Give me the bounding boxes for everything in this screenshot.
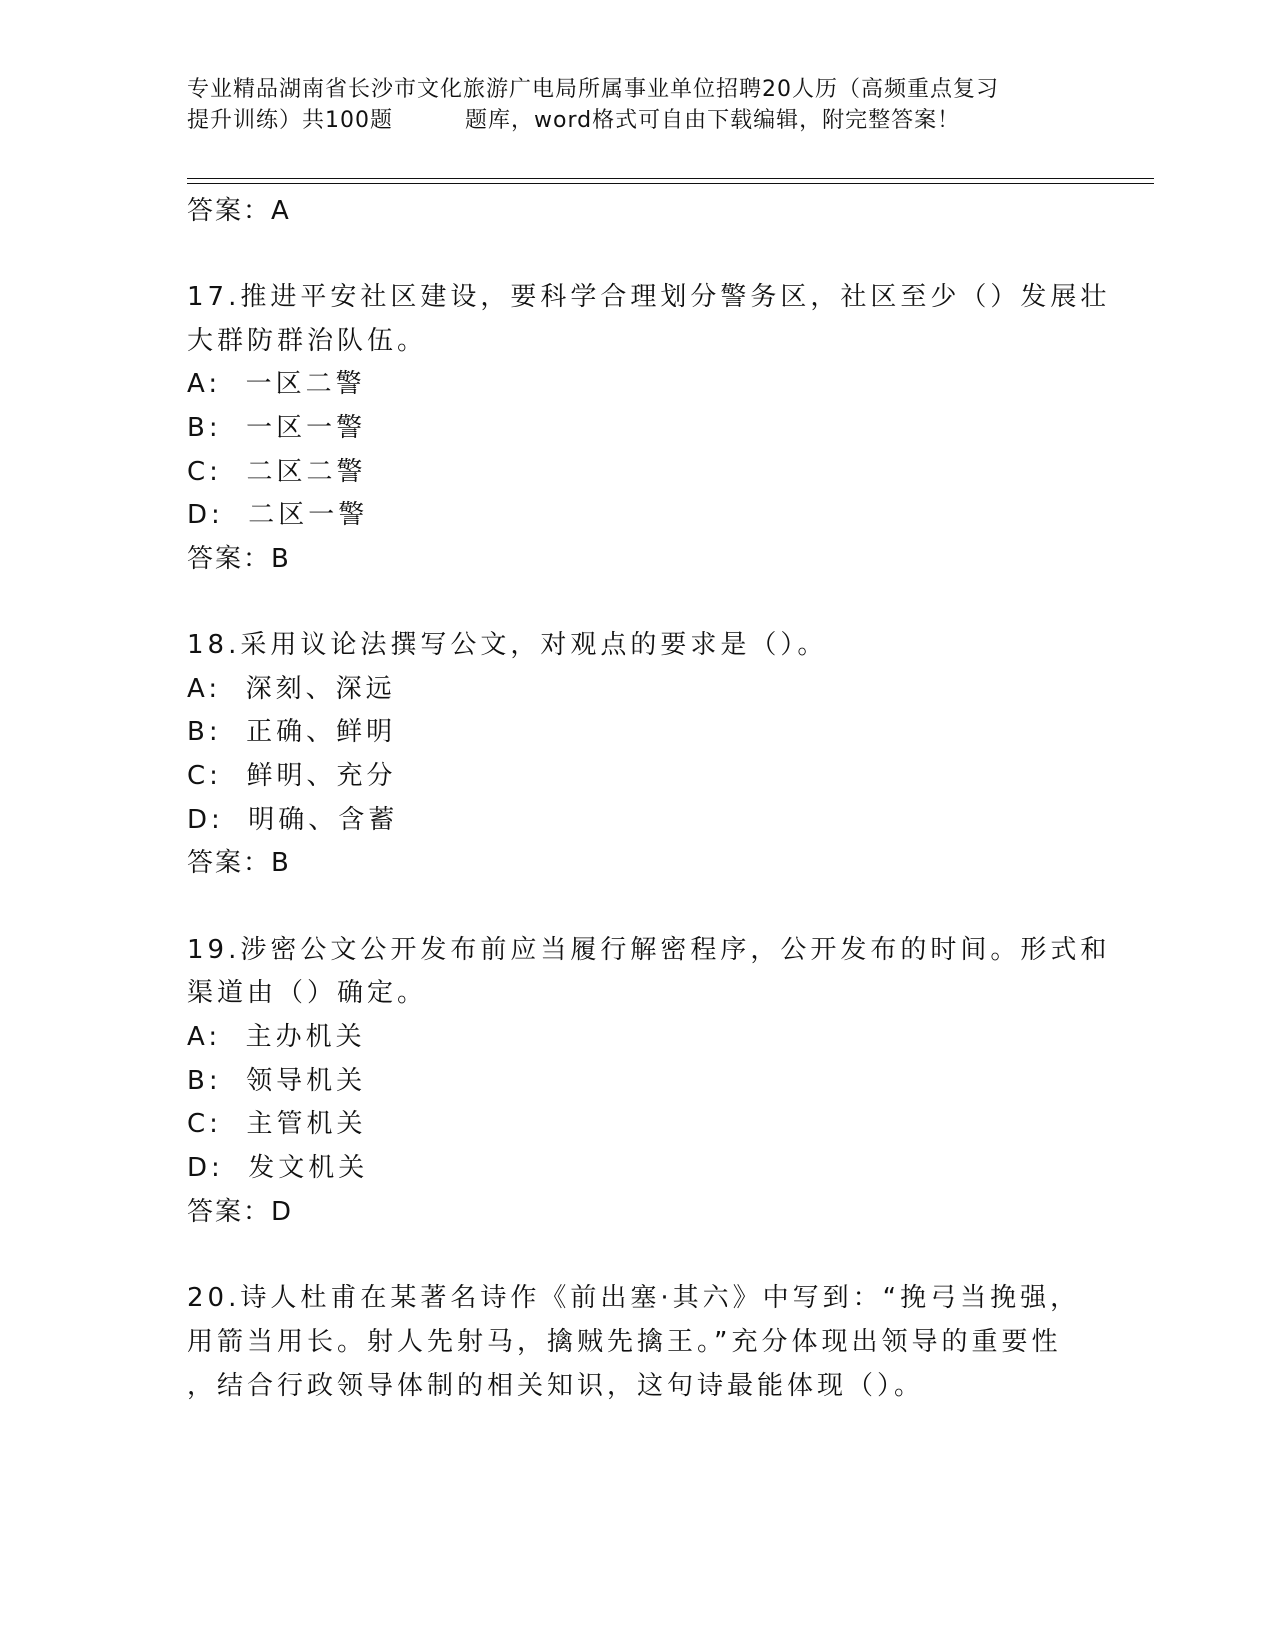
header-line-2 [187,105,1067,136]
question-18-option-d: D: 明确、含蓄 [187,805,399,835]
header-divider-top [187,178,1154,179]
header-line-1: 专业精品湖南省长沙市文化旅游广电局所属事业单位招聘20人历（高频重点复习 [187,77,999,102]
question-19-line-2: 渠道由（）确定。 [187,978,428,1008]
question-18-option-a: A: 深刻、深远 [187,674,396,704]
question-20-line-1: 20.诗人杜甫在某著名诗作《前出塞·其六》中写到：“挽弓当挽强， [187,1283,1081,1313]
question-17-line-2: 大群防群治队伍。 [187,326,428,356]
header-line-2-part-b: 题库，word格式可自由下载编辑，附完整答案！ [465,108,961,133]
question-17-line-1: 17.推进平安社区建设，要科学合理划分警务区，社区至少（）发展壮 [187,282,1111,312]
question-19-option-c: C: 主管机关 [187,1109,367,1139]
answer-17: 答案：B [187,544,291,574]
document-header [187,74,1067,136]
question-19-option-d: D: 发文机关 [187,1153,369,1183]
question-17-option-d: D: 二区一警 [187,500,369,530]
question-17-option-a: A: 一区二警 [187,369,366,399]
question-17-option-b: B: 一区一警 [187,413,367,443]
question-19-line-1: 19.涉密公文公开发布前应当履行解密程序，公开发布的时间。形式和 [187,935,1111,965]
header-line-2-part-a: 提升训练）共100题 [187,108,393,133]
question-18-option-c: C: 鲜明、充分 [187,761,397,791]
answer-16: 答案：A [187,196,291,226]
question-19-option-b: B: 领导机关 [187,1066,367,1096]
question-17-option-c: C: 二区二警 [187,457,367,487]
answer-19: 答案：D [187,1197,294,1227]
question-20-line-3: ，结合行政领导体制的相关知识，这句诗最能体现（）。 [187,1371,925,1401]
question-19-option-a: A: 主办机关 [187,1022,366,1052]
question-18-line-1: 18.采用议论法撰写公文，对观点的要求是（）。 [187,630,828,660]
answer-18: 答案：B [187,848,291,878]
question-18-option-b: B: 正确、鲜明 [187,717,397,747]
question-20-line-2: 用箭当用长。射人先射马，擒贼先擒王。”充分体现出领导的重要性 [187,1327,1062,1357]
header-divider-bottom [187,183,1154,184]
